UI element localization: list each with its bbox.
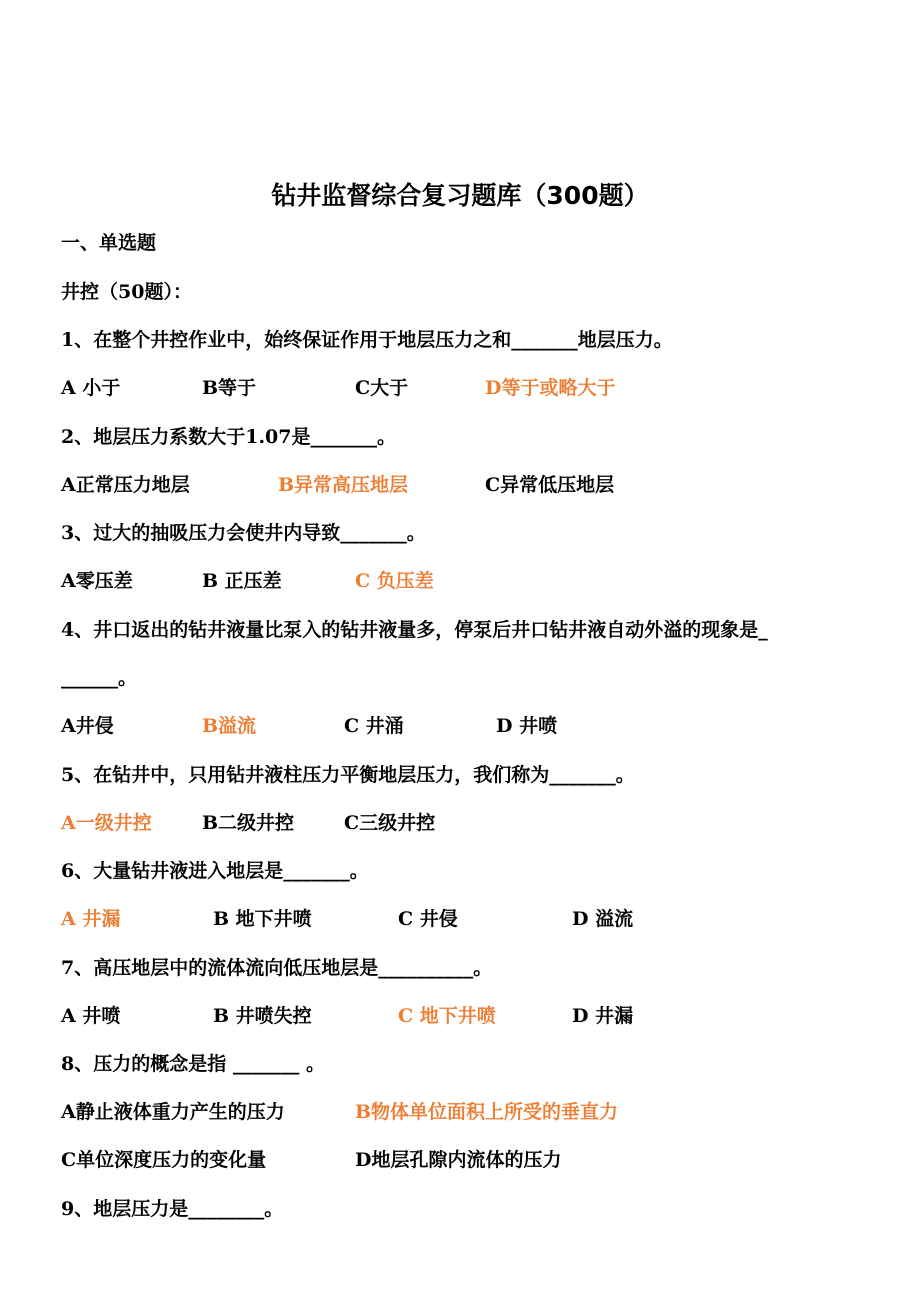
- question-4-continued: ______。: [61, 667, 138, 689]
- option-c: C三级井控: [344, 812, 436, 834]
- option-c: C异常低压地层: [485, 474, 615, 496]
- option-a: A 井喷: [61, 1005, 121, 1027]
- option-b: B 正压差: [202, 570, 282, 592]
- question-8: 8、压力的概念是指 _______ 。: [61, 1053, 325, 1075]
- question-5: 5、在钻井中，只用钻井液柱压力平衡地层压力，我们称为_______。: [61, 764, 635, 786]
- option-d: D 井漏: [572, 1005, 634, 1027]
- option-a: A静止液体重力产生的压力: [61, 1101, 285, 1123]
- option-d: D 溢流: [572, 908, 634, 930]
- option-a: A井侵: [61, 715, 114, 737]
- question-4: 4、井口返出的钻井液量比泵入的钻井液量多，停泵后井口钻井液自动外溢的现象是_: [61, 619, 768, 641]
- subsection-heading: 井控（50题）：: [61, 281, 192, 303]
- option-b: B 地下井喷: [213, 908, 312, 930]
- question-1: 1、在整个井控作业中，始终保证作用于地层压力之和_______地层压力。: [61, 329, 673, 351]
- option-c: C大于: [355, 377, 409, 399]
- option-c: C 井涌: [344, 715, 404, 737]
- option-b: B 井喷失控: [213, 1005, 312, 1027]
- option-b: B等于: [202, 377, 257, 399]
- option-b-correct: B物体单位面积上所受的垂直力: [355, 1101, 619, 1123]
- option-d: D 井喷: [496, 715, 558, 737]
- option-c-correct: C 负压差: [355, 570, 434, 592]
- question-9: 9、地层压力是________。: [61, 1198, 284, 1220]
- option-b: B二级井控: [202, 812, 295, 834]
- option-a-correct: A一级井控: [61, 812, 152, 834]
- option-a-correct: A 井漏: [61, 908, 121, 930]
- option-a: A正常压力地层: [61, 474, 190, 496]
- option-d-correct: D等于或略大于: [485, 377, 616, 399]
- question-6: 6、大量钻井液进入地层是_______。: [61, 860, 369, 882]
- question-7: 7、高压地层中的流体流向低压地层是__________。: [61, 957, 493, 979]
- option-a: A零压差: [61, 570, 133, 592]
- option-b-correct: B异常高压地层: [278, 474, 409, 496]
- option-b-correct: B溢流: [202, 715, 257, 737]
- section-heading: 一、单选题: [61, 232, 157, 254]
- option-c: C单位深度压力的变化量: [61, 1149, 267, 1171]
- option-a: A 小于: [61, 377, 121, 399]
- question-3: 3、过大的抽吸压力会使井内导致_______。: [61, 522, 426, 544]
- option-c: C 井侵: [398, 908, 458, 930]
- question-2: 2、地层压力系数大于1.07是_______。: [61, 426, 396, 448]
- option-c-correct: C 地下井喷: [398, 1005, 496, 1027]
- document-title: 钻井监督综合复习题库（300题）: [271, 181, 649, 210]
- option-d: D地层孔隙内流体的压力: [355, 1149, 562, 1171]
